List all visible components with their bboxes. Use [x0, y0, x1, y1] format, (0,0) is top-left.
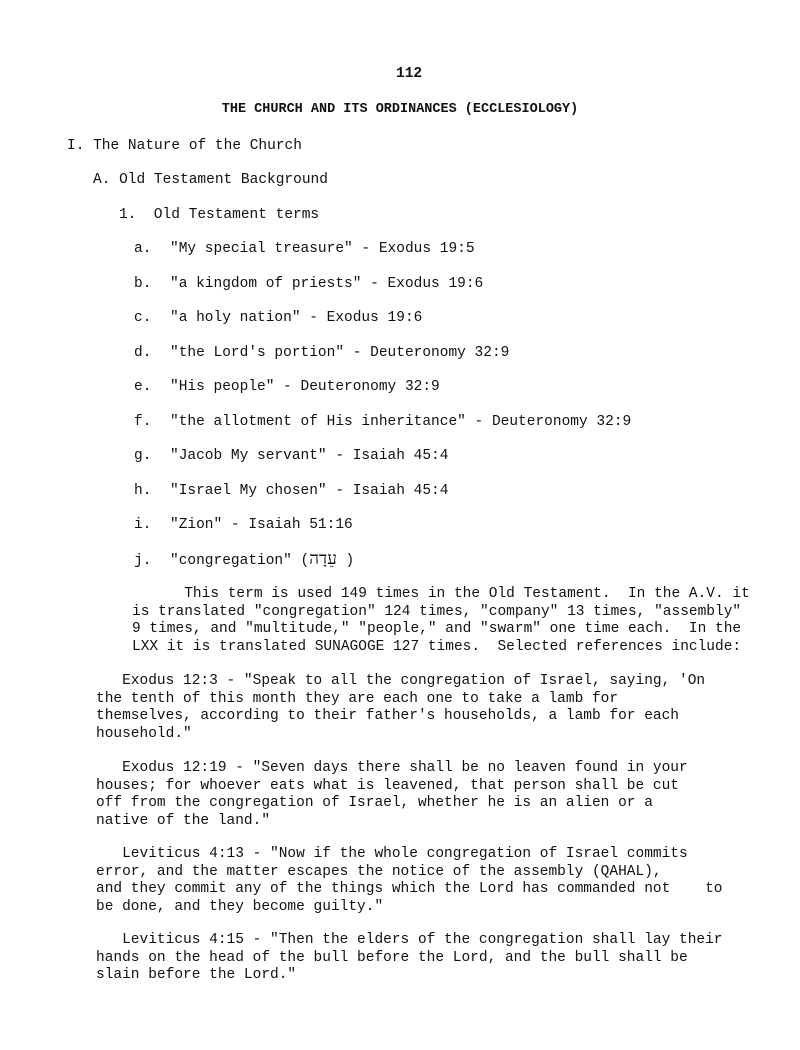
page-title: THE CHURCH AND ITS ORDINANCES (ECCLESIOLOGY): [221, 102, 579, 117]
term-letter: c.: [134, 310, 152, 326]
reference-line: Exodus 12:3 - "Speak to all the congregation of Israel, saying, 'On: [96, 673, 706, 689]
outline-level3-heading: 1. Old Testament terms: [119, 207, 320, 223]
reference-line: Exodus 12:19 - "Seven days there shall be no leaven found in your: [96, 760, 688, 776]
term-item: [134, 241, 475, 259]
hebrew-word: עֵדָה: [309, 549, 337, 569]
reference-block: [96, 760, 688, 830]
reference-line: slain before the Lord.": [96, 967, 297, 983]
reference-line: houses; for whoever eats what is leavened, that person shall be cut: [96, 777, 679, 794]
reference-line: Leviticus 4:15 - "Then the elders of the congregation shall lay their: [96, 932, 723, 948]
explanation-line: This term is used 149 times in the Old Testament. In the A.V. it: [132, 586, 750, 602]
reference-line: household.": [96, 725, 192, 742]
term-item: [134, 310, 422, 328]
term-letter: f.: [134, 414, 152, 430]
reference-block: [96, 673, 705, 743]
term-item: [134, 448, 448, 466]
term-item: [134, 551, 354, 571]
reference-block: [96, 932, 723, 985]
reference-line: error, and the matter escapes the notice of the assembly (QAHAL),: [96, 863, 662, 880]
term-item: [134, 379, 440, 397]
term-letter: h.: [134, 483, 152, 499]
explanation-line: 9 times, and "multitude," "people," and "swarm" one time each. In the: [132, 621, 742, 637]
term-text: "a kingdom of priests" - Exodus 19:6: [170, 276, 484, 292]
reference-line: the tenth of this month they are each one to take a lamb for: [96, 690, 619, 707]
term-letter: d.: [134, 345, 152, 361]
reference-line: native of the land.": [96, 812, 271, 829]
term-text: "the Lord's portion" - Deuteronomy 32:9: [170, 345, 510, 361]
term-item: [134, 517, 353, 535]
term-text: "His people" - Deuteronomy 32:9: [170, 379, 440, 395]
reference-line: themselves, according to their father's households, a lamb for each: [96, 708, 679, 724]
term-letter: b.: [134, 276, 152, 292]
term-explanation: [132, 586, 750, 656]
reference-line: hands on the head of the bull before the Lord, and the bull shall be: [96, 949, 688, 966]
explanation-line: LXX it is translated SUNAGOGE 127 times. Selected references include:: [132, 638, 742, 655]
page-number: 112: [396, 66, 423, 82]
term-item: [134, 483, 448, 501]
outline-level1-heading: I. The Nature of the Church: [67, 138, 302, 154]
term-text: "congregation" (: [170, 553, 310, 569]
reference-line: off from the congregation of Israel, whether he is an alien or a: [96, 795, 653, 811]
term-text: "Zion" - Isaiah 51:16: [170, 517, 353, 533]
term-letter: e.: [134, 379, 152, 395]
term-item: [134, 276, 483, 294]
term-item: [134, 414, 631, 432]
term-text-close: ): [336, 553, 355, 569]
term-text: "a holy nation" - Exodus 19:6: [170, 310, 423, 326]
term-letter: j.: [134, 553, 152, 569]
reference-line: be done, and they become guilty.": [96, 898, 384, 915]
term-letter: g.: [134, 448, 152, 464]
reference-line: and they commit any of the things which the Lord has commanded not to: [96, 881, 723, 897]
term-text: "the allotment of His inheritance" - Deuteronomy 32:9: [170, 414, 632, 430]
reference-block: [96, 846, 723, 916]
reference-line: Leviticus 4:13 - "Now if the whole congregation of Israel commits: [96, 846, 688, 862]
term-letter: i.: [134, 517, 152, 533]
explanation-line: is translated "congregation" 124 times, "company" 13 times, "assembly": [132, 603, 742, 620]
term-item: [134, 345, 509, 363]
outline-level2-heading: A. Old Testament Background: [93, 172, 328, 188]
term-text: "Israel My chosen" - Isaiah 45:4: [170, 483, 449, 499]
term-text: "My special treasure" - Exodus 19:5: [170, 241, 475, 257]
term-text: "Jacob My servant" - Isaiah 45:4: [170, 448, 449, 464]
term-letter: a.: [134, 241, 152, 257]
